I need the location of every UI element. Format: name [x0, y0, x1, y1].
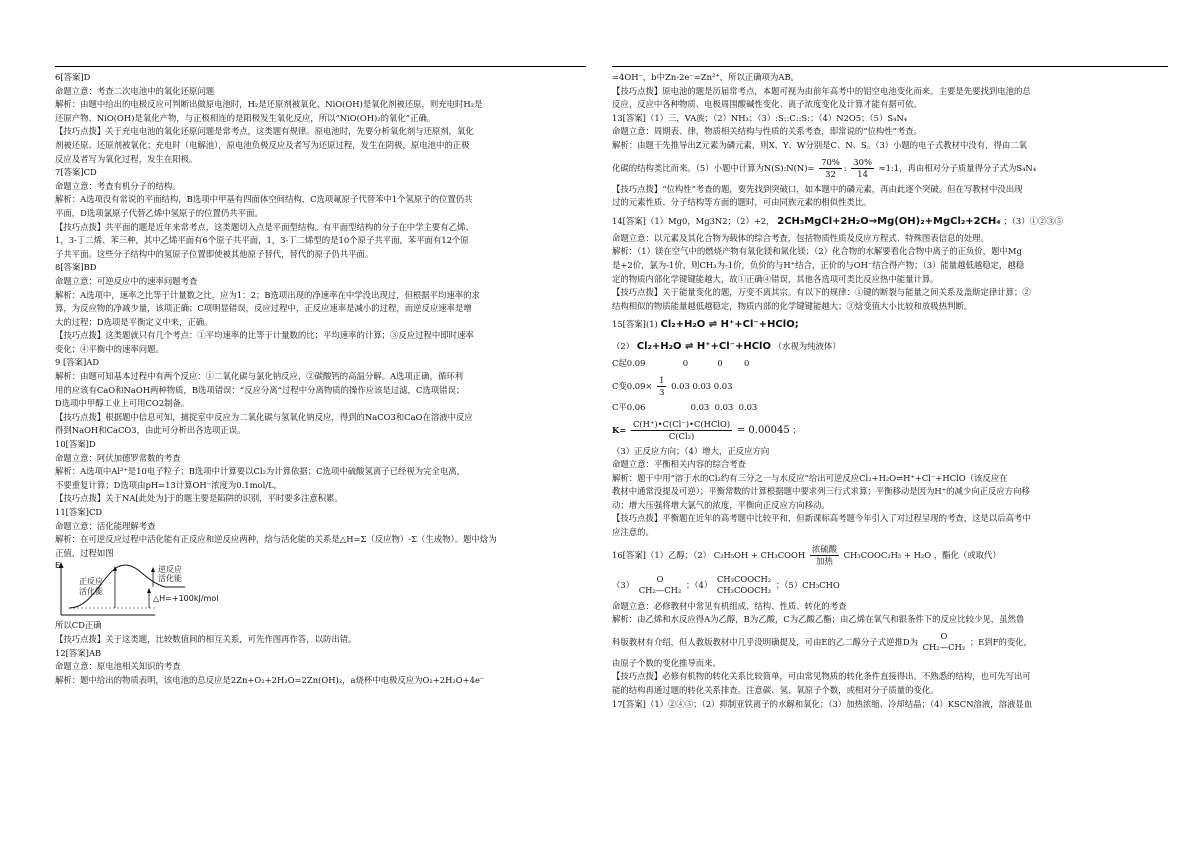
text-line: 结构相似的物质能量越低越稳定，物质内部的化学键键能越大；③焓变值大小比较和放吸热判断。: [612, 300, 973, 311]
reverse-activation-label-2: 活化能: [158, 574, 182, 584]
text-line: 解析：由乙烯和水反应得A为乙醇，B为乙酸，C为乙酸乙酯；由乙烯在氧气和银条件下的反应比较少见，虽然鲁: [612, 614, 1025, 625]
text-line: 动；增大压强将增大氯气的浓度，平衡向正反应方向移动。: [612, 499, 830, 510]
q16-products: CH₃COOC₂H₅ + H₂O: [843, 549, 932, 560]
text-line: 大的过程；D选项是平衡定义中来，正确。: [55, 316, 213, 327]
text-line: 解析：由题中给出的电极反应可判断出做原电池时，H₂是还原剂被氧化、NiO(OH)是氧化剂被还原，则充电时H₂是: [55, 99, 483, 110]
one-third-den: 3: [659, 386, 665, 397]
activation-energy-diagram: [55, 561, 295, 617]
q14-equation: 2CH₃MgCl+2H₂O→Mg(OH)₂+MgCl₂+2CH₄: [777, 215, 1001, 227]
fraction-nitrogen-den: 14: [857, 168, 868, 179]
text-line: 子共平面。这些分子结构中的氢原子位置即使被其他原子替代，替代的原子仍共平面。: [55, 248, 374, 259]
q15-equation-2: Cl₂+H₂O ⇌ H⁺+Cl⁻+HClO: [636, 341, 771, 353]
k-denominator: C(Cl₂): [668, 430, 695, 441]
text-line: 解析：A选项中，速率之比等于计量数之比，应为1：2；B选项出现的净速率在中学没出现过，但根据平均速率的求: [55, 289, 480, 300]
k-prefix: K=: [612, 424, 627, 435]
text-line: 1，3-丁二烯、苯三种，其中乙烯平面有6个原子共平面，1，3-丁二烯型的是10个原子共平面，苯平面有12个原: [55, 235, 469, 246]
q14-prefix: 14[答案]（1）Mg0，Mg3N2；（2）+2，: [612, 215, 775, 226]
text-line: 【技巧点拨】平衡题在近年的高考题中比较平和，但新课标高考题今年引入了对过程呈现的考查，这是以后高考中: [612, 513, 1031, 524]
text-line: 命题立意：阿伏加德罗常数的考查: [55, 452, 181, 463]
q14-suffix: ；（3）①②③⑤: [1003, 215, 1064, 226]
epoxide-oxygen-inline: O: [940, 631, 948, 642]
energy-axis-label: E: [55, 561, 61, 571]
q16-line-2: [612, 570, 1168, 600]
fraction-sulfur: [819, 157, 842, 180]
text-line: 命题立意：考查有机分子的结构。: [55, 180, 181, 191]
q16-line-1: [612, 540, 1168, 570]
q16-tail-line: [612, 627, 1168, 657]
text-line: 解析：在可逆反应过程中活化能有正反应和逆反应两种，焓与活化能的关系是△H=Σ（反应物）-Σ（生成物）。题中焓为: [55, 534, 497, 545]
text-line: 解析：由题可知基本过程中有两个反应：①二氧化碳与氯化钠反应，②碳酸钙的高温分解。A选项正确，循环利: [55, 371, 464, 382]
text-line: 平面，D选项氯原子代替乙烯中氢原子的位置仍共平面。: [55, 207, 263, 218]
text-line: 反应，反应中各种物质、电极周围酸碱性变化、离子浓度变化及计算才能有据可依。: [612, 99, 922, 110]
text-line: 【技巧点拨】关于能量变化的题，万变不离其宗。有以下的规律：①键的断裂与能量之间关系及盖斯定律计算；②: [612, 287, 1031, 298]
text-line: 解析：A选项中Al³⁺是10电子粒子；B选项中计算要以Cl₂为计算依据；C选项中硫酸氢离子已经视为完全电离，: [55, 466, 465, 477]
ethylene-oxide-structure-inline: [923, 631, 966, 653]
q15-sub-prefix: （2）: [612, 341, 635, 352]
text-line: 正值，过程如图: [55, 547, 114, 558]
text-line: 10[答案]D: [55, 439, 96, 450]
text-line: 不要重复计算；D选项由pH=13计算OH⁻浓度为0.1mol/L。: [55, 479, 283, 490]
text-line: 剂被还原、还原剂被氧化；充电时（电解池），原电池负极反应及者写为还原过程，发生在阴极，原电池中的正极: [55, 139, 470, 150]
q15-k-expression: [612, 415, 1168, 445]
calc-prefix: 化碳的结构类比而来。（5）小题中计算为N(S):N(N)=: [612, 162, 815, 173]
calc-suffix: ≈1:1，再由相对分子质量得分子式为S₄N₄: [878, 162, 1037, 173]
text-line: 12[答案]AB: [55, 647, 102, 658]
epoxide-chain-inline: CH₂—CH₂: [922, 642, 966, 653]
text-line: 11[答案]CD: [55, 507, 103, 517]
text-line: 定的物质内部化学键键能越大，故①正确④错误，其他各选项可类比反应热中能量计算。: [612, 273, 939, 284]
text-line: 应注意的。: [612, 527, 654, 538]
fraction-sulfur-den: 32: [825, 168, 836, 179]
q16-conditions: [810, 544, 839, 567]
text-line: 算，为反应物的净减少量，该项正确；C项明显错误，反应过程中，正反应速率是减小的过程，而逆反应速率是增: [55, 303, 472, 314]
text-line: 【技巧点拨】关于充电电池的氧化还原问题是常考点，这类题有规律。原电池时，先要分析氧化剂与还原剂，氧化: [55, 126, 474, 137]
text-line: 能的结构再通过题的转化关系排查。注意碳、氢、氧原子个数，或相对分子质量的变化。: [612, 685, 939, 696]
text-line: D选项中甲醇工业上可用CO2制备。: [55, 398, 190, 409]
sulfur-nitride-calc-line: 化碳的结构类比而来。（5）小题中计算为N(S):N(N)= $\frac{70\%}{32}$ : $\frac{30\%}{14}$ ≈1:1，再由相对分子质量得分子式为S₄N₄: [612, 156, 1037, 179]
k-numerator: C(H⁺)•C(Cl⁻)•C(HClO): [632, 418, 731, 429]
enthalpy-change-label: △H=+100kJ/mol: [153, 594, 219, 604]
q15-change-suffix: 0.03 0.03 0.03: [671, 380, 733, 391]
left-column: [55, 71, 586, 687]
text-line: 命题立意：原电池相关知识的考查: [55, 661, 181, 672]
q15-note: （水视为纯液体）: [773, 341, 841, 352]
text-line: 6[答案]D: [55, 72, 91, 82]
text-line: 还原产物、NiO(OH)是氧化产物，与正极相连的是阳极发生氧化反应，所以“NiO(OH)₂的氧化”正确。: [55, 112, 436, 123]
one-third-num: 1: [659, 374, 665, 385]
text-line: 由原子个数的变化推导而来。: [612, 657, 721, 668]
q15-line-1: [612, 313, 1168, 335]
fraction-nitrogen-num: 30%: [853, 156, 872, 167]
text-line: 解析：由题干先推导出Z元素为磷元素，则X、Y、W分别是C、N、S。（3）小题的电子式教材中没有，得由二氧: [612, 139, 1028, 150]
q16-reaction-type: ，酯化（或取代）: [933, 549, 1001, 560]
text-line: 命题立意：考查二次电池中的氧化还原问题: [55, 85, 215, 96]
q15-answers-3-4: （3）正反应方向；（4）增大，正反应方向: [612, 445, 770, 456]
reverse-activation-label-1: 逆反应: [158, 565, 182, 575]
text-line: 得到NaOH和CaCO3，由此可分析出各选项正误。: [55, 425, 246, 436]
text-line: 【技巧点拨】关于NA[此处为]于的题主要是陷阱的识别，平时要多注意积累。: [55, 493, 343, 504]
q14-answer-line: [612, 210, 1168, 232]
text-line: 反应及者写为氧化过程，发生在阳极。: [55, 153, 198, 164]
text-line: 9 [答案]AD: [55, 357, 100, 368]
text-line: 【技巧点拨】根据题中信息可知，捕捉室中反应为二氧化碳与氢氧化钠反应，得到的NaCO3和CaO在溶液中反应: [55, 411, 473, 422]
forward-activation-label-2: 活化能: [79, 587, 103, 597]
text-line: 【技巧点拨】原电池的题是历届常考点，本题可视为由前年高考中的铝空电池变化而来。主要是先要找到电池的总: [612, 85, 1031, 96]
epoxide-oxygen: O: [656, 574, 664, 585]
text-line: 所以CD正确: [55, 620, 102, 631]
right-header-rule: [612, 66, 1168, 67]
text-line: 【技巧点拨】“位构性”考查的题，要先找到突破口，如本题中的磷元素，再由此逐个突破。但在写教材中没出现: [612, 183, 1023, 194]
q16-heat: 加热: [816, 555, 833, 566]
q15-change-conc: [612, 371, 1168, 401]
q16-sub-4: ；（4）: [685, 579, 713, 590]
k-value: = 0.00045: [736, 424, 790, 436]
text-line: 命题立意：平衡相关内容的综合考查: [612, 459, 746, 470]
text-line: =4OH⁻，b中Zn-2e⁻=Zn²⁺，所以正确项为AB。: [612, 72, 800, 82]
text-line: 7[答案]CD: [55, 167, 97, 178]
text-line: 变化；④平衡中的速率问题。: [55, 343, 164, 354]
q15-prefix: 15[答案](1): [612, 319, 658, 330]
one-third-fraction: [657, 375, 666, 398]
epoxide-chain: CH₂—CH₂: [638, 585, 682, 596]
text-line: 【技巧点拨】共平面的题是近年来常考点，这类题切入点是平面型结构。有平面型结构的分子在中学主要有乙烯、: [55, 221, 474, 232]
q16-prefix: 16[答案]（1）乙醇；（2）: [612, 549, 712, 560]
text-line: 13[答案]（1）三，VA族；（2）NH₃；（3）:S::C::S:；（4）N2O5；（5）S₄N₄: [612, 112, 908, 123]
fraction-nitrogen: [851, 157, 874, 180]
forward-activation-label-1: 正反应: [79, 577, 103, 587]
text-line: 过的元素性质、分子结构等方面的题时，可由同族元素的相似性类比。: [612, 197, 872, 208]
text-line: 解析：A选项没有常说的平面结构，B选项中甲基有四面体空间结构，C选项氟原子代替苯中1个氢原子的位置仍共: [55, 194, 473, 205]
q16-tail-suffix: ；E到F的变化，: [969, 636, 1032, 647]
q16-reactants: C₂H₅OH + CH₃COOH: [713, 549, 806, 560]
q15-change-prefix: C变0.09×: [612, 380, 653, 391]
right-column: [612, 71, 1168, 711]
text-line: 命题立意：必修教材中常见有机组成、结构、性质、转化的考查: [612, 600, 847, 611]
text-line: 【技巧点拨】这类题就只有几个考点：①平均速率的比等于计量数的比；平均速率的计算；③反应过程中即时速率: [55, 330, 474, 341]
diester-bottom: CH₃COOCH₂: [716, 585, 772, 596]
k-suffix: ；: [792, 424, 801, 435]
q16-sub-3: （3）: [612, 579, 635, 590]
q16-sub-5: ；（5）CH₃CHO: [775, 579, 840, 590]
text-line: 解析：题干中用“溶于水的Cl₂约有三分之一与水反应”给出可逆反应Cl₂+H₂O⇌H⁺+Cl⁻+HClO（该反应在: [612, 472, 1008, 483]
text-line: 17[答案]（1）②④⑤；（2）抑制亚铁离子的水解和氧化；（3）加热浓缩、冷却结晶；（4）KSCN溶液，溶液显血: [612, 698, 1033, 709]
text-line: 命题立意：周期表、律，物质相关结构与性质的关系考查，即常说的“位构性”考查。: [612, 126, 923, 137]
text-line: 【技巧点拨】必修有机物的转化关系比较简单，可由常见物质的转化条件直接得出。不熟悉的结构，也可先写出可: [612, 671, 1031, 682]
fraction-sulfur-num: 70%: [821, 156, 840, 167]
text-line: 【技巧点拨】关于这类题，比较数值间的相互关系，可先作图再作答，以防出错。: [55, 633, 357, 644]
text-line: 解析：题中给出的物质表明，该电池的总反应是2Zn+O₂+2H₂O=2Zn(OH)₂，a烧杯中电极反应为O₂+2H₂O+4e⁻: [55, 674, 485, 685]
q16-tail-prefix: 科版教材有介绍，但人教版教材中几乎没明确提及，可由E的乙二醇分子式逆推D为: [612, 636, 918, 647]
text-line: 解析：（1）镁在空气中的燃烧产物有氧化镁和氮化镁；（2）化合物的水解要看化合物中离子的正负价，题中Mg: [612, 246, 1022, 257]
diester-top: CH₃COOCH₂: [716, 574, 772, 585]
q15-equation-1: Cl₂+H₂O ⇌ H⁺+Cl⁻+HClO;: [660, 319, 799, 331]
q15-equil-conc: C平0.06 0.03 0.03 0.03: [612, 401, 758, 412]
glycol-diacetate-structure: [717, 574, 771, 596]
left-header-rule: [55, 66, 586, 67]
text-line: 命题立意：以元素及其化合物为载体的综合考查，包括物质性质及反应方程式、特殊图表信息的处理。: [612, 232, 989, 243]
text-line: 教材中通常没提及可逆）；平衡常数的计算根据题中要求列三行式求算；平衡移动是因为H⁺的减少向正反应方向移: [612, 486, 1030, 497]
text-line: 8[答案]BD: [55, 262, 97, 273]
q15-line-2: [612, 335, 1168, 357]
text-line: 用的应该有CaO和NaOH两种物质，B选项错误：“反应分离”过程中分离物质的操作应该是过滤，C选项错误；: [55, 384, 465, 395]
k-fraction: [631, 419, 732, 442]
ethylene-oxide-structure: [639, 574, 682, 596]
text-line: 命题立意：可逆反应中的速率问题考查: [55, 275, 198, 286]
text-line: 是+2价，氯为-1价，则CH₃为-1价，负价的与H⁺结合，正价的与OH⁻结合得产物；（3）能量越低越稳定，越稳: [612, 259, 1025, 270]
q16-catalyst: 浓硫酸: [811, 543, 837, 554]
text-line: 命题立意：活化能理解考查: [55, 520, 156, 531]
q15-start-conc: C起0.09 0 0 0: [612, 358, 750, 369]
